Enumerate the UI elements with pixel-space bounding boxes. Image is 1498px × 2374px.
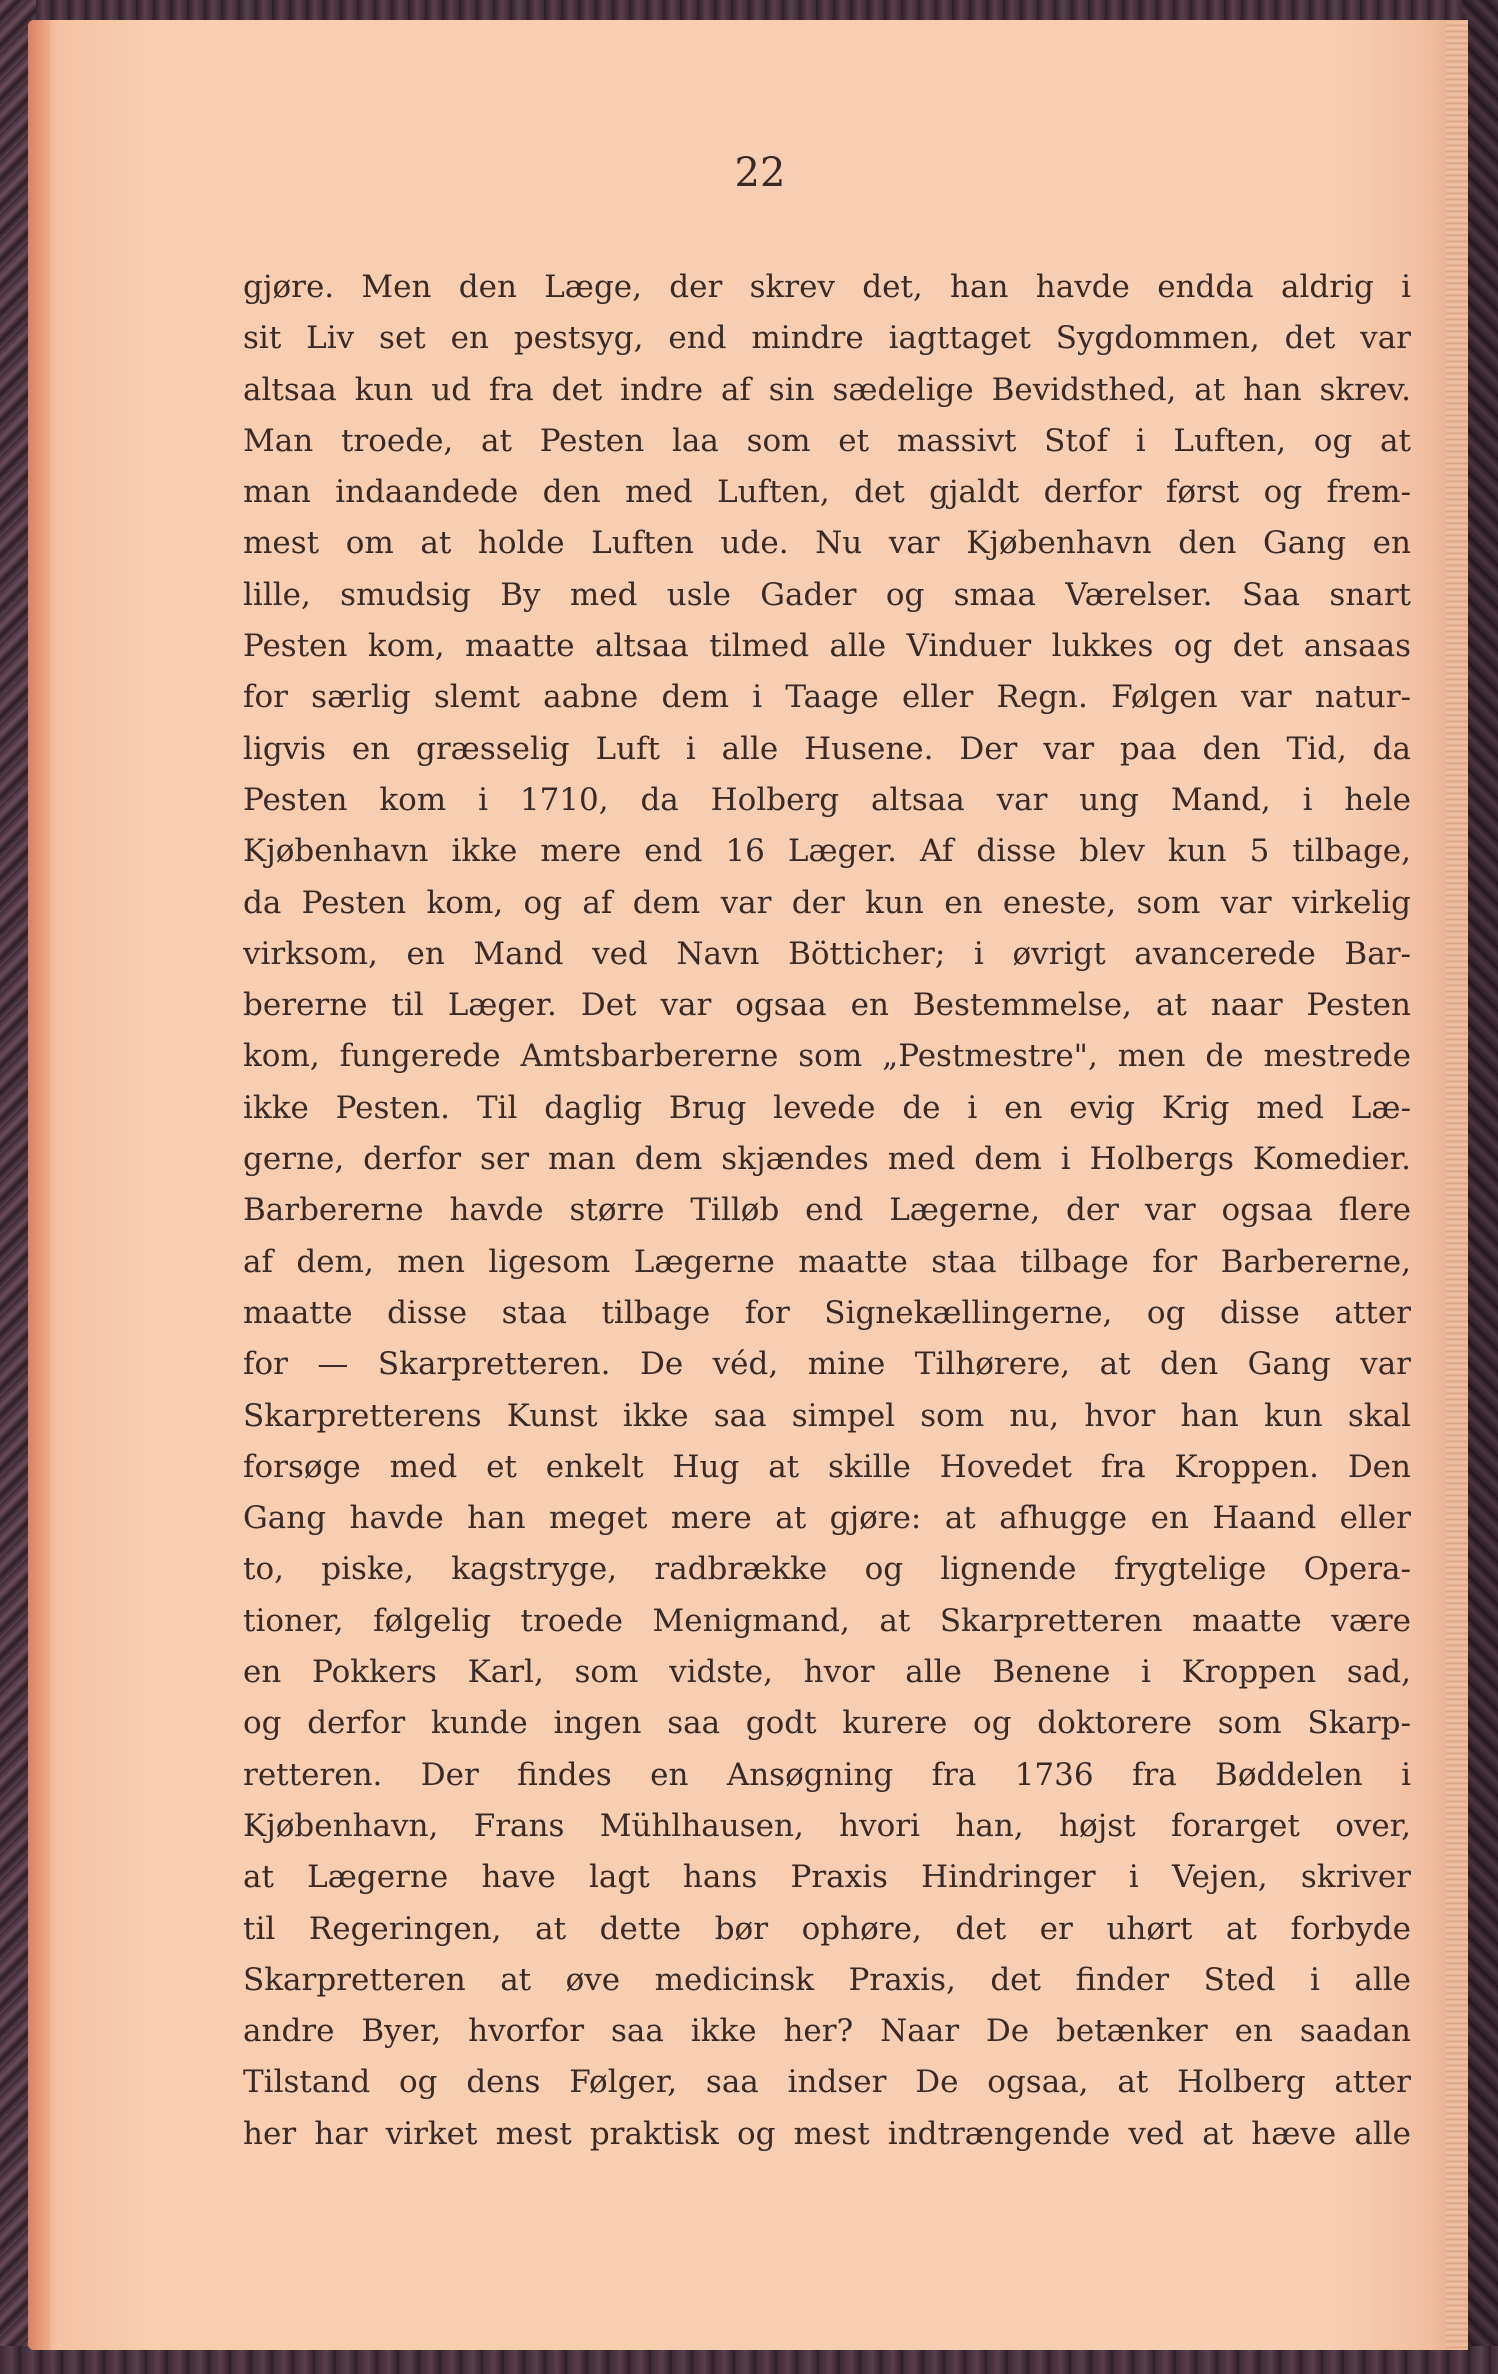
- text-line: forsøge med et enkelt Hug at skille Hovedet fra Kroppen. Den: [243, 1448, 1411, 1485]
- text-line: andre Byer, hvorfor saa ikke her? Naar De betænker en saadan: [243, 2013, 1411, 2050]
- text-line: lille, smudsig By med usle Gader og smaa Værelser. Saa snart: [243, 576, 1411, 613]
- text-line: Gang havde han meget mere at gjøre: at afhugge en Haand eller: [243, 1500, 1411, 1537]
- text-line: sit Liv set en pestsyg, end mindre iagttaget Sygdommen, det var: [243, 320, 1411, 357]
- page-fore-edge: [1446, 20, 1468, 2350]
- text-line: at Lægerne have lagt hans Praxis Hindringer i Vejen, skriver: [243, 1859, 1411, 1896]
- text-line: Man troede, at Pesten laa som et massivt Stof i Luften, og at: [243, 422, 1411, 459]
- text-line: Tilstand og dens Følger, saa indser De ogsaa, at Holberg atter: [243, 2064, 1411, 2101]
- text-line: og derfor kunde ingen saa godt kurere og doktorere som Skarp-: [243, 1705, 1411, 1742]
- book-cover-bottom-edge: [0, 2346, 1498, 2374]
- text-line: Skarpretteren at øve medicinsk Praxis, det finder Sted i alle: [243, 1961, 1411, 1998]
- text-line: af dem, men ligesom Lægerne maatte staa tilbage for Barbererne,: [243, 1243, 1411, 1280]
- text-line: to, piske, kagstryge, radbrække og lignende frygtelige Opera-: [243, 1551, 1411, 1588]
- text-line: en Pokkers Karl, som vidste, hvor alle Benene i Kroppen sad,: [243, 1654, 1411, 1691]
- text-line: kom, fungerede Amtsbarbererne som „Pestmestre", men de mestrede: [243, 1038, 1411, 1075]
- text-line: Skarpretterens Kunst ikke saa simpel som nu, hvor han kun skal: [243, 1397, 1411, 1434]
- text-line: til Regeringen, at dette bør ophøre, det er uhørt at forbyde: [243, 1910, 1411, 1947]
- text-line: man indaandede den med Luften, det gjaldt derfor først og frem-: [243, 474, 1411, 511]
- text-line: Barbererne havde større Tilløb end Lægerne, der var ogsaa flere: [243, 1192, 1411, 1229]
- text-line: ligvis en græsselig Luft i alle Husene. Der var paa den Tid, da: [243, 730, 1411, 767]
- text-line: maatte disse staa tilbage for Signekællingerne, og disse atter: [243, 1294, 1411, 1331]
- text-line: bererne til Læger. Det var ogsaa en Bestemmelse, at naar Pesten: [243, 987, 1411, 1024]
- text-line: gerne, derfor ser man dem skjændes med dem i Holbergs Komedier.: [243, 1141, 1411, 1178]
- text-line: tioner, følgelig troede Menigmand, at Skarpretteren maatte være: [243, 1602, 1411, 1639]
- page-number: 22: [734, 150, 786, 196]
- body-text: [243, 262, 1411, 2160]
- text-line: gjøre. Men den Læge, der skrev det, han havde endda aldrig i: [243, 269, 1411, 305]
- text-line: altsaa kun ud fra det indre af sin sædelige Bevidsthed, at han skrev.: [243, 371, 1411, 408]
- text-line: virksom, en Mand ved Navn Bötticher; i øvrigt avancerede Bar-: [243, 935, 1411, 972]
- text-line: Pesten kom i 1710, da Holberg altsaa var ung Mand, i hele: [243, 781, 1411, 818]
- page-gutter: [28, 20, 50, 2350]
- text-line: Kjøbenhavn, Frans Mühlhausen, hvori han, højst forarget over,: [243, 1807, 1411, 1844]
- text-line: mest om at holde Luften ude. Nu var Kjøbenhavn den Gang en: [243, 525, 1411, 562]
- text-line: her har virket mest praktisk og mest indtrængende ved at hæve alle: [243, 2115, 1411, 2152]
- text-line: retteren. Der findes en Ansøgning fra 1736 fra Bøddelen i: [243, 1756, 1411, 1793]
- text-line: for særlig slemt aabne dem i Taage eller Regn. Følgen var natur-: [243, 679, 1411, 716]
- text-line: Pesten kom, maatte altsaa tilmed alle Vinduer lukkes og det ansaas: [243, 628, 1411, 665]
- text-line: for — Skarpretteren. De véd, mine Tilhørere, at den Gang var: [243, 1346, 1411, 1383]
- text-line: ikke Pesten. Til daglig Brug levede de i en evig Krig med Læ-: [243, 1089, 1411, 1126]
- text-line: Kjøbenhavn ikke mere end 16 Læger. Af disse blev kun 5 tilbage,: [243, 833, 1411, 870]
- text-line: da Pesten kom, og af dem var der kun en eneste, som var virkelig: [243, 884, 1411, 921]
